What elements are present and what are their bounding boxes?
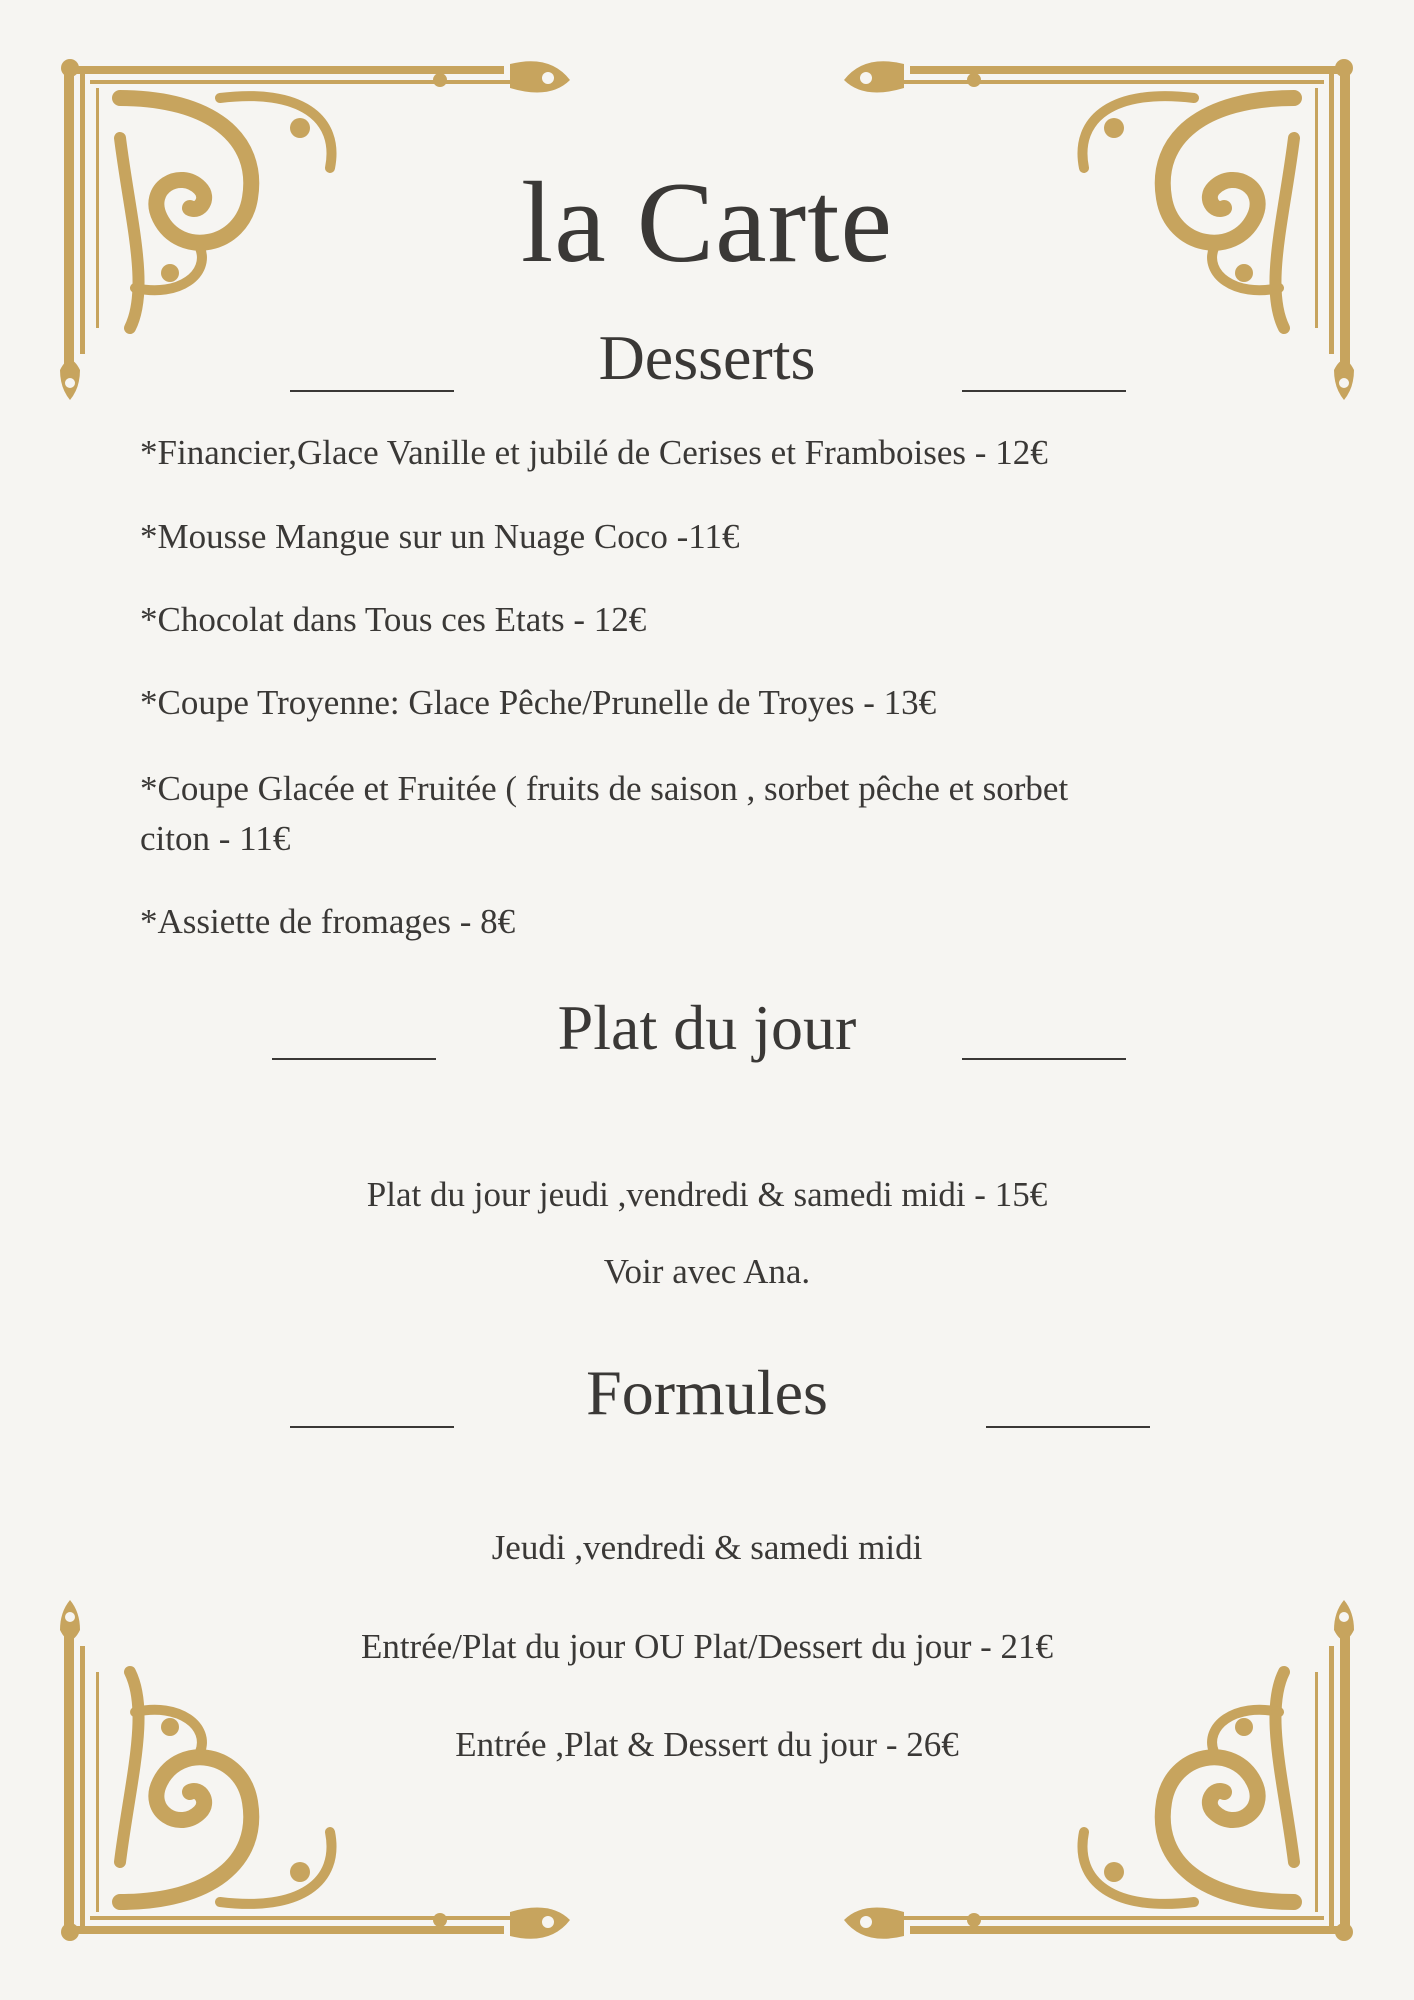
dessert-item: *Coupe Troyenne: Glace Pêche/Prunelle de Troyes - 13€ [140, 683, 937, 722]
formules-line: Entrée/Plat du jour OU Plat/Dessert du jour - 21€ [360, 1627, 1054, 1666]
plat-du-jour-line: Plat du jour jeudi ,vendredi & samedi midi - 15€ [366, 1175, 1048, 1214]
dessert-item: *Chocolat dans Tous ces Etats - 12€ [140, 600, 647, 639]
formules-line: Entrée ,Plat & Dessert du jour - 26€ [455, 1725, 959, 1764]
section-divider [986, 1426, 1150, 1428]
dessert-item: *Coupe Glacée et Fruitée ( fruits de saison , sorbet pêche et sorbet citon - 11€ [140, 769, 1069, 858]
section-heading-plat-du-jour: Plat du jour [557, 992, 857, 1063]
dessert-item: *Mousse Mangue sur un Nuage Coco -11€ [140, 517, 740, 556]
section-heading-desserts: Desserts [598, 322, 816, 393]
formules-line: Jeudi ,vendredi & samedi midi [491, 1528, 923, 1567]
dessert-item: *Financier,Glace Vanille et jubilé de Cerises et Framboises - 12€ [140, 433, 1048, 472]
dessert-item: *Assiette de fromages - 8€ [140, 902, 516, 941]
page-title: la Carte [521, 159, 893, 287]
section-divider [962, 1058, 1126, 1060]
section-divider [962, 390, 1126, 392]
section-heading-formules: Formules [586, 1357, 828, 1428]
plat-du-jour-note: Voir avec Ana. [603, 1252, 811, 1291]
